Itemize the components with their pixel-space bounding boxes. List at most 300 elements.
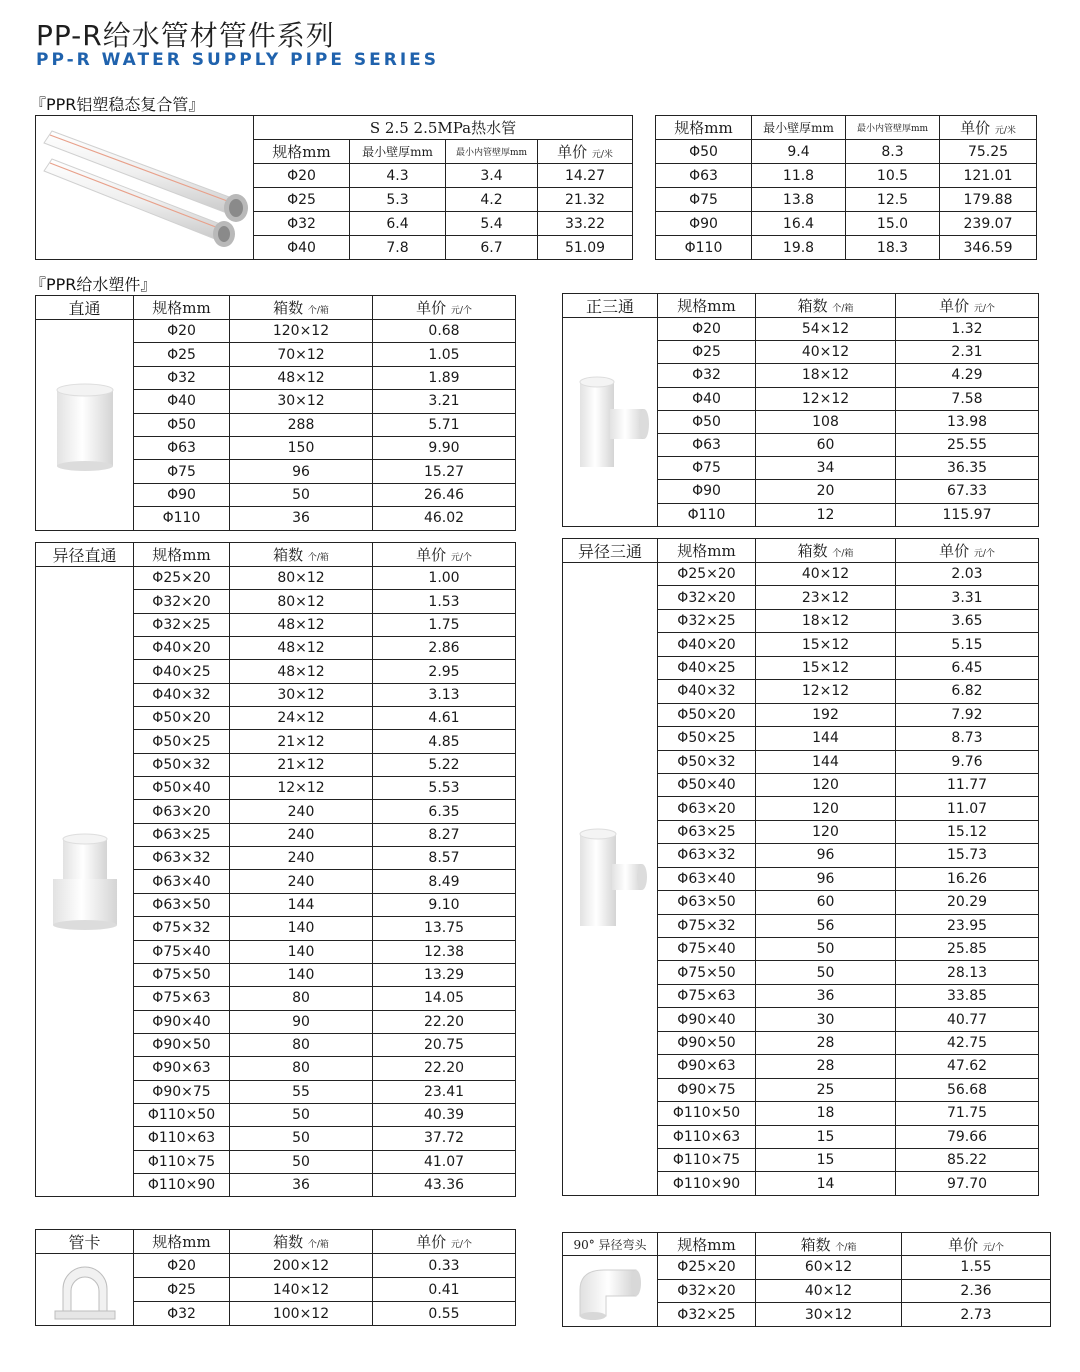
spec-cell: Φ40×32 bbox=[134, 683, 230, 706]
spec-cell: Φ50×40 bbox=[134, 777, 230, 800]
box-qty-cell: 288 bbox=[230, 413, 373, 436]
box-qty-cell: 14 bbox=[756, 1172, 896, 1195]
price-cell: 28.13 bbox=[896, 961, 1039, 984]
spec-cell: Φ110×63 bbox=[658, 1125, 756, 1148]
spec-cell: Φ32 bbox=[134, 366, 230, 389]
min-wall-cell: 4.3 bbox=[350, 164, 446, 188]
fitting-photo bbox=[563, 1256, 658, 1327]
box-qty-cell: 50 bbox=[230, 1103, 373, 1126]
table-row bbox=[656, 212, 1037, 236]
spec-cell: Φ90 bbox=[658, 480, 756, 503]
box-qty-cell: 21×12 bbox=[230, 730, 373, 753]
min-wall-cell: 7.8 bbox=[350, 236, 446, 260]
header-row bbox=[563, 539, 1039, 563]
spec-cell: Φ40×25 bbox=[658, 656, 756, 679]
box-qty-cell: 80×12 bbox=[230, 590, 373, 613]
table-row bbox=[563, 1256, 1051, 1280]
spec-cell: Φ75×40 bbox=[134, 940, 230, 963]
pipe-spec-table-left bbox=[35, 115, 633, 260]
spec-cell: Φ75×63 bbox=[134, 987, 230, 1010]
price-cell: 7.92 bbox=[896, 703, 1039, 726]
box-qty-cell: 50 bbox=[756, 961, 896, 984]
box-qty-cell: 23×12 bbox=[756, 586, 896, 609]
header-price: 单价 元/米 bbox=[940, 116, 1037, 140]
spec-cell: Φ40 bbox=[254, 236, 350, 260]
spec-cell: Φ40 bbox=[658, 387, 756, 410]
price-cell: 85.22 bbox=[896, 1148, 1039, 1171]
spec-cell: Φ50×25 bbox=[658, 727, 756, 750]
spec-cell: Φ90 bbox=[656, 212, 752, 236]
min-inner-wall-cell: 4.2 bbox=[446, 188, 538, 212]
spec-cell: Φ110×50 bbox=[134, 1103, 230, 1126]
price-cell: 20.75 bbox=[373, 1033, 516, 1056]
header-min-wall: 最小壁厚mm bbox=[350, 140, 446, 164]
price-cell: 43.36 bbox=[373, 1173, 516, 1196]
price-cell: 1.05 bbox=[373, 343, 516, 366]
table-row bbox=[36, 567, 516, 590]
spec-cell: Φ32×20 bbox=[658, 1279, 756, 1303]
box-qty-cell: 12×12 bbox=[756, 387, 896, 410]
spec-cell: Φ63×20 bbox=[134, 800, 230, 823]
table-row bbox=[656, 140, 1037, 164]
price-cell: 56.68 bbox=[896, 1078, 1039, 1101]
box-qty-cell: 48×12 bbox=[230, 613, 373, 636]
price-cell: 8.73 bbox=[896, 727, 1039, 750]
box-qty-cell: 28 bbox=[756, 1055, 896, 1078]
header-row bbox=[36, 296, 516, 320]
spec-cell: Φ75×32 bbox=[134, 917, 230, 940]
min-wall-cell: 11.8 bbox=[752, 164, 846, 188]
spec-cell: Φ50 bbox=[134, 413, 230, 436]
spec-cell: Φ75×40 bbox=[658, 938, 756, 961]
header-box-qty: 箱数 个/箱 bbox=[756, 294, 896, 318]
box-qty-cell: 30 bbox=[756, 1008, 896, 1031]
section-title-fittings: 『PPR给水塑件』 bbox=[30, 275, 157, 294]
page-subtitle: PP-R WATER SUPPLY PIPE SERIES bbox=[36, 50, 440, 70]
spec-cell: Φ90×63 bbox=[658, 1055, 756, 1078]
price-cell: 9.10 bbox=[373, 893, 516, 916]
header-row bbox=[563, 294, 1039, 318]
spec-cell: Φ32 bbox=[134, 1302, 230, 1326]
header-box-qty: 箱数 个/箱 bbox=[230, 296, 373, 320]
box-qty-cell: 120×12 bbox=[230, 320, 373, 343]
price-cell: 5.22 bbox=[373, 753, 516, 776]
spec-cell: Φ90×40 bbox=[134, 1010, 230, 1033]
box-qty-cell: 144 bbox=[756, 727, 896, 750]
spec-cell: Φ63×25 bbox=[134, 823, 230, 846]
price-cell: 6.45 bbox=[896, 656, 1039, 679]
price-cell: 15.12 bbox=[896, 820, 1039, 843]
price-cell: 13.75 bbox=[373, 917, 516, 940]
spec-cell: Φ63×50 bbox=[658, 891, 756, 914]
box-qty-cell: 50 bbox=[230, 483, 373, 506]
spec-cell: Φ50×32 bbox=[134, 753, 230, 776]
box-qty-cell: 80 bbox=[230, 987, 373, 1010]
price-cell: 97.70 bbox=[896, 1172, 1039, 1195]
box-qty-cell: 21×12 bbox=[230, 753, 373, 776]
spec-cell: Φ25×20 bbox=[658, 1256, 756, 1280]
box-qty-cell: 25 bbox=[756, 1078, 896, 1101]
spec-cell: Φ32×25 bbox=[658, 609, 756, 632]
price-cell: 46.02 bbox=[373, 507, 516, 530]
section-title-pipe: 『PPR铝塑稳态复合管』 bbox=[30, 95, 205, 114]
header-unit-price: 单价 元/个 bbox=[902, 1233, 1051, 1256]
table-row bbox=[36, 320, 516, 343]
price-cell: 2.73 bbox=[902, 1303, 1051, 1327]
header-box-qty: 箱数 个/箱 bbox=[756, 539, 896, 563]
table-row bbox=[563, 563, 1039, 586]
price-cell: 346.59 bbox=[940, 236, 1037, 260]
box-qty-cell: 18×12 bbox=[756, 609, 896, 632]
reducing-tee-icon bbox=[570, 824, 650, 934]
price-cell: 121.01 bbox=[940, 164, 1037, 188]
header-min-wall: 最小壁厚mm bbox=[752, 116, 846, 140]
header-row bbox=[36, 543, 516, 567]
spec-cell: Φ110 bbox=[658, 503, 756, 526]
header-spec: 规格mm bbox=[658, 294, 756, 318]
box-qty-cell: 120 bbox=[756, 820, 896, 843]
box-qty-cell: 12 bbox=[756, 503, 896, 526]
price-cell: 51.09 bbox=[538, 236, 633, 260]
box-qty-cell: 54×12 bbox=[756, 318, 896, 341]
header-spec: 规格mm bbox=[658, 1233, 756, 1256]
table-row bbox=[563, 318, 1039, 341]
spec-cell: Φ50×40 bbox=[658, 773, 756, 796]
spec-cell: Φ90×75 bbox=[658, 1078, 756, 1101]
table-row bbox=[656, 164, 1037, 188]
spec-cell: Φ40×20 bbox=[134, 637, 230, 660]
spec-cell: Φ32×20 bbox=[658, 586, 756, 609]
box-qty-cell: 240 bbox=[230, 823, 373, 846]
spec-cell: Φ25×20 bbox=[658, 563, 756, 586]
spec-cell: Φ90×50 bbox=[134, 1033, 230, 1056]
price-cell: 47.62 bbox=[896, 1055, 1039, 1078]
box-qty-cell: 60 bbox=[756, 891, 896, 914]
price-cell: 0.68 bbox=[373, 320, 516, 343]
reducing-elbow-icon bbox=[570, 1256, 650, 1326]
price-cell: 5.53 bbox=[373, 777, 516, 800]
min-wall-cell: 19.8 bbox=[752, 236, 846, 260]
spec-cell: Φ25 bbox=[134, 343, 230, 366]
spec-cell: Φ90×40 bbox=[658, 1008, 756, 1031]
box-qty-cell: 70×12 bbox=[230, 343, 373, 366]
tee-icon bbox=[570, 367, 650, 477]
header-unit-price: 单价 元/个 bbox=[373, 543, 516, 567]
spec-cell: Φ50×32 bbox=[658, 750, 756, 773]
box-qty-cell: 144 bbox=[230, 893, 373, 916]
price-cell: 42.75 bbox=[896, 1031, 1039, 1054]
header-min-inner-wall: 最小内管壁厚mm bbox=[446, 140, 538, 164]
pipe-clamp-icon bbox=[45, 1255, 125, 1325]
price-cell: 1.00 bbox=[373, 567, 516, 590]
spec-cell: Φ50×20 bbox=[658, 703, 756, 726]
price-cell: 0.33 bbox=[373, 1254, 516, 1278]
fitting-photo bbox=[563, 318, 658, 527]
spec-cell: Φ40×32 bbox=[658, 680, 756, 703]
box-qty-cell: 96 bbox=[230, 460, 373, 483]
box-qty-cell: 36 bbox=[756, 984, 896, 1007]
spec-cell: Φ63×40 bbox=[134, 870, 230, 893]
box-qty-cell: 34 bbox=[756, 457, 896, 480]
spec-cell: Φ50×25 bbox=[134, 730, 230, 753]
box-qty-cell: 40×12 bbox=[756, 341, 896, 364]
box-qty-cell: 40×12 bbox=[756, 563, 896, 586]
header-box-qty: 箱数 个/箱 bbox=[230, 1230, 373, 1254]
page-title: PP-R给水管材管件系列 bbox=[36, 19, 335, 52]
spec-cell: Φ110×90 bbox=[658, 1172, 756, 1195]
box-qty-cell: 55 bbox=[230, 1080, 373, 1103]
header-spec: 规格mm bbox=[656, 116, 752, 140]
header-row bbox=[36, 1230, 516, 1254]
price-cell: 11.77 bbox=[896, 773, 1039, 796]
box-qty-cell: 28 bbox=[756, 1031, 896, 1054]
box-qty-cell: 200×12 bbox=[230, 1254, 373, 1278]
price-cell: 15.73 bbox=[896, 844, 1039, 867]
price-cell: 1.53 bbox=[373, 590, 516, 613]
price-cell: 41.07 bbox=[373, 1150, 516, 1173]
box-qty-cell: 240 bbox=[230, 870, 373, 893]
spec-cell: Φ90×63 bbox=[134, 1057, 230, 1080]
reducing-tee-table bbox=[562, 538, 1039, 1196]
price-cell: 22.20 bbox=[373, 1057, 516, 1080]
price-cell: 8.49 bbox=[373, 870, 516, 893]
price-cell: 40.39 bbox=[373, 1103, 516, 1126]
price-cell: 23.41 bbox=[373, 1080, 516, 1103]
reducing-coupling-icon bbox=[45, 827, 125, 937]
price-cell: 2.86 bbox=[373, 637, 516, 660]
box-qty-cell: 120 bbox=[756, 797, 896, 820]
box-qty-cell: 36 bbox=[230, 1173, 373, 1196]
box-qty-cell: 96 bbox=[756, 867, 896, 890]
spec-cell: Φ50 bbox=[656, 140, 752, 164]
price-cell: 20.29 bbox=[896, 891, 1039, 914]
pipe-subtitle-cell: S 2.5 2.5MPa热水管 bbox=[254, 116, 633, 140]
spec-cell: Φ110 bbox=[134, 507, 230, 530]
header-spec: 规格mm bbox=[254, 140, 350, 164]
box-qty-cell: 40×12 bbox=[756, 1279, 902, 1303]
spec-cell: Φ90×50 bbox=[658, 1031, 756, 1054]
price-cell: 67.33 bbox=[896, 480, 1039, 503]
spec-cell: Φ32×25 bbox=[658, 1303, 756, 1327]
box-qty-cell: 36 bbox=[230, 507, 373, 530]
price-cell: 16.26 bbox=[896, 867, 1039, 890]
min-wall-cell: 5.3 bbox=[350, 188, 446, 212]
price-cell: 0.55 bbox=[373, 1302, 516, 1326]
header-row bbox=[563, 1233, 1051, 1256]
box-qty-cell: 144 bbox=[756, 750, 896, 773]
min-inner-wall-cell: 3.4 bbox=[446, 164, 538, 188]
fitting-name: 正三通 bbox=[563, 294, 658, 318]
spec-cell: Φ110×75 bbox=[658, 1148, 756, 1171]
box-qty-cell: 18×12 bbox=[756, 364, 896, 387]
spec-cell: Φ75×50 bbox=[134, 963, 230, 986]
spec-cell: Φ25×20 bbox=[134, 567, 230, 590]
spec-cell: Φ20 bbox=[134, 1254, 230, 1278]
box-qty-cell: 56 bbox=[756, 914, 896, 937]
min-wall-cell: 6.4 bbox=[350, 212, 446, 236]
spec-cell: Φ32 bbox=[254, 212, 350, 236]
box-qty-cell: 140 bbox=[230, 917, 373, 940]
box-qty-cell: 140 bbox=[230, 963, 373, 986]
fitting-name: 异径直通 bbox=[36, 543, 134, 567]
spec-cell: Φ50×20 bbox=[134, 707, 230, 730]
spec-cell: Φ25 bbox=[254, 188, 350, 212]
spec-cell: Φ110×75 bbox=[134, 1150, 230, 1173]
price-cell: 15.27 bbox=[373, 460, 516, 483]
spec-cell: Φ63×25 bbox=[658, 820, 756, 843]
spec-cell: Φ25 bbox=[134, 1278, 230, 1302]
fitting-name: 管卡 bbox=[36, 1230, 134, 1254]
box-qty-cell: 20 bbox=[756, 480, 896, 503]
spec-cell: Φ63 bbox=[656, 164, 752, 188]
header-min-inner-wall: 最小内管壁厚mm bbox=[846, 116, 940, 140]
box-qty-cell: 48×12 bbox=[230, 366, 373, 389]
box-qty-cell: 15×12 bbox=[756, 656, 896, 679]
box-qty-cell: 15×12 bbox=[756, 633, 896, 656]
price-cell: 13.29 bbox=[373, 963, 516, 986]
price-cell: 4.61 bbox=[373, 707, 516, 730]
composite-pipe-image bbox=[40, 123, 250, 253]
spec-cell: Φ40 bbox=[134, 390, 230, 413]
fitting-photo bbox=[36, 320, 134, 531]
price-cell: 75.25 bbox=[940, 140, 1037, 164]
spec-cell: Φ32×20 bbox=[134, 590, 230, 613]
spec-cell: Φ90×75 bbox=[134, 1080, 230, 1103]
pipe-spec-table-right bbox=[655, 115, 1037, 260]
spec-cell: Φ63×32 bbox=[134, 847, 230, 870]
box-qty-cell: 192 bbox=[756, 703, 896, 726]
price-cell: 22.20 bbox=[373, 1010, 516, 1033]
box-qty-cell: 108 bbox=[756, 410, 896, 433]
spec-cell: Φ32×25 bbox=[134, 613, 230, 636]
box-qty-cell: 60×12 bbox=[756, 1256, 902, 1280]
min-inner-wall-cell: 15.0 bbox=[846, 212, 940, 236]
min-inner-wall-cell: 18.3 bbox=[846, 236, 940, 260]
box-qty-cell: 60 bbox=[756, 433, 896, 456]
header-unit-price: 单价 元/个 bbox=[373, 296, 516, 320]
spec-cell: Φ40×25 bbox=[134, 660, 230, 683]
table-row bbox=[656, 236, 1037, 260]
price-cell: 37.72 bbox=[373, 1127, 516, 1150]
spec-cell: Φ110×90 bbox=[134, 1173, 230, 1196]
price-cell: 79.66 bbox=[896, 1125, 1039, 1148]
min-inner-wall-cell: 10.5 bbox=[846, 164, 940, 188]
price-cell: 36.35 bbox=[896, 457, 1039, 480]
fitting-name: 异径三通 bbox=[563, 539, 658, 563]
price-cell: 1.75 bbox=[373, 613, 516, 636]
box-qty-cell: 30×12 bbox=[230, 390, 373, 413]
price-cell: 9.90 bbox=[373, 436, 516, 459]
straight-coupling-icon bbox=[45, 370, 125, 480]
spec-cell: Φ40×20 bbox=[658, 633, 756, 656]
header-unit-price: 单价 元/个 bbox=[373, 1230, 516, 1254]
price-cell: 1.89 bbox=[373, 366, 516, 389]
box-qty-cell: 12×12 bbox=[230, 777, 373, 800]
price-cell: 8.57 bbox=[373, 847, 516, 870]
box-qty-cell: 96 bbox=[756, 844, 896, 867]
spec-cell: Φ63×32 bbox=[658, 844, 756, 867]
box-qty-cell: 48×12 bbox=[230, 637, 373, 660]
header-unit-price: 单价 元/个 bbox=[896, 294, 1039, 318]
box-qty-cell: 50 bbox=[756, 938, 896, 961]
price-cell: 6.82 bbox=[896, 680, 1039, 703]
price-cell: 33.85 bbox=[896, 984, 1039, 1007]
min-inner-wall-cell: 6.7 bbox=[446, 236, 538, 260]
header-spec: 规格mm bbox=[134, 296, 230, 320]
tee-fitting-table bbox=[562, 293, 1039, 527]
spec-cell: Φ63×50 bbox=[134, 893, 230, 916]
spec-cell: Φ75×50 bbox=[658, 961, 756, 984]
price-cell: 21.32 bbox=[538, 188, 633, 212]
price-cell: 0.41 bbox=[373, 1278, 516, 1302]
box-qty-cell: 120 bbox=[756, 773, 896, 796]
box-qty-cell: 48×12 bbox=[230, 660, 373, 683]
spec-cell: Φ110×50 bbox=[658, 1102, 756, 1125]
box-qty-cell: 80×12 bbox=[230, 567, 373, 590]
box-qty-cell: 80 bbox=[230, 1057, 373, 1080]
price-cell: 7.58 bbox=[896, 387, 1039, 410]
box-qty-cell: 50 bbox=[230, 1150, 373, 1173]
spec-cell: Φ110 bbox=[656, 236, 752, 260]
price-cell: 3.31 bbox=[896, 586, 1039, 609]
box-qty-cell: 24×12 bbox=[230, 707, 373, 730]
table-row bbox=[656, 188, 1037, 212]
reducing-elbow-table bbox=[562, 1232, 1051, 1327]
spec-cell: Φ75 bbox=[134, 460, 230, 483]
pipe-photo bbox=[36, 116, 254, 260]
fitting-photo bbox=[563, 563, 658, 1196]
box-qty-cell: 80 bbox=[230, 1033, 373, 1056]
table-row bbox=[36, 1254, 516, 1278]
price-cell: 3.65 bbox=[896, 609, 1039, 632]
box-qty-cell: 100×12 bbox=[230, 1302, 373, 1326]
price-cell: 9.76 bbox=[896, 750, 1039, 773]
box-qty-cell: 15 bbox=[756, 1125, 896, 1148]
box-qty-cell: 15 bbox=[756, 1148, 896, 1171]
box-qty-cell: 30×12 bbox=[230, 683, 373, 706]
price-cell: 2.31 bbox=[896, 341, 1039, 364]
spec-cell: Φ63 bbox=[658, 433, 756, 456]
box-qty-cell: 140×12 bbox=[230, 1278, 373, 1302]
spec-cell: Φ50 bbox=[658, 410, 756, 433]
price-cell: 14.05 bbox=[373, 987, 516, 1010]
spec-cell: Φ110×63 bbox=[134, 1127, 230, 1150]
fitting-photo bbox=[36, 567, 134, 1197]
min-wall-cell: 13.8 bbox=[752, 188, 846, 212]
price-cell: 2.36 bbox=[902, 1279, 1051, 1303]
box-qty-cell: 240 bbox=[230, 847, 373, 870]
price-cell: 2.95 bbox=[373, 660, 516, 683]
spec-cell: Φ63×20 bbox=[658, 797, 756, 820]
box-qty-cell: 18 bbox=[756, 1102, 896, 1125]
box-qty-cell: 50 bbox=[230, 1127, 373, 1150]
spec-cell: Φ63 bbox=[134, 436, 230, 459]
min-wall-cell: 16.4 bbox=[752, 212, 846, 236]
header-spec: 规格mm bbox=[658, 539, 756, 563]
box-qty-cell: 30×12 bbox=[756, 1303, 902, 1327]
straight-fitting-table bbox=[35, 295, 516, 531]
price-cell: 40.77 bbox=[896, 1008, 1039, 1031]
price-cell: 4.29 bbox=[896, 364, 1039, 387]
fitting-name: 90° 异径弯头 bbox=[563, 1233, 658, 1256]
box-qty-cell: 90 bbox=[230, 1010, 373, 1033]
box-qty-cell: 140 bbox=[230, 940, 373, 963]
price-cell: 25.55 bbox=[896, 433, 1039, 456]
price-cell: 5.15 bbox=[896, 633, 1039, 656]
price-cell: 26.46 bbox=[373, 483, 516, 506]
spec-cell: Φ75×63 bbox=[658, 984, 756, 1007]
box-qty-cell: 150 bbox=[230, 436, 373, 459]
